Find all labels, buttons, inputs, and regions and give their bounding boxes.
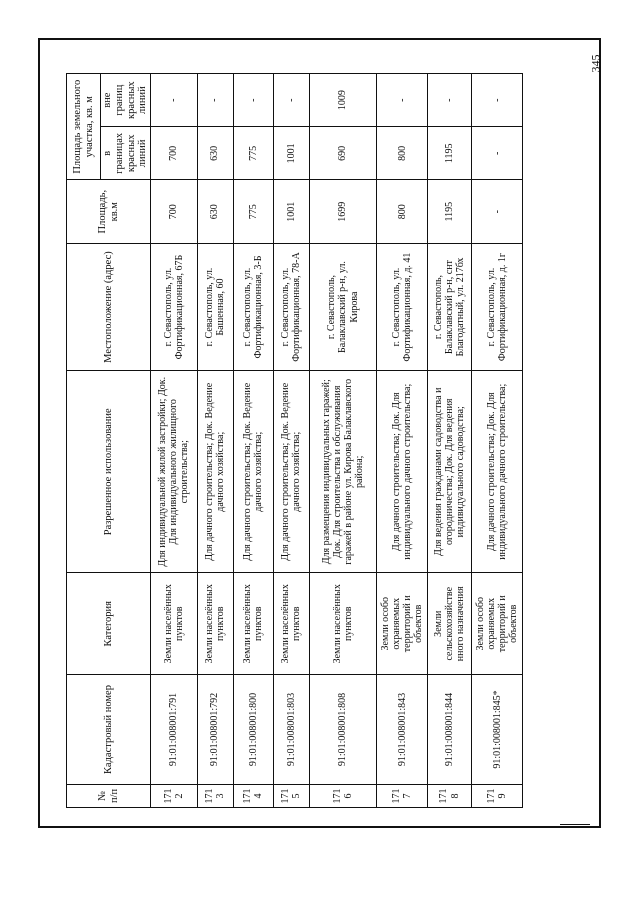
cell-cadastral: 91:01:008001:803 [273, 675, 309, 785]
cell-num: 171 9 [472, 784, 523, 807]
cell-use: Для дачного строительства; Док. Ведение дачного хозяйства; [273, 371, 309, 573]
cell-out-red: - [273, 74, 309, 127]
cell-cadastral: 91:01:008001:791 [151, 675, 198, 785]
cell-out-red: 1009 [309, 74, 377, 127]
cell-area: 700 [151, 180, 198, 244]
table-row [197, 74, 233, 808]
cell-cadastral: 91:01:008001:792 [197, 675, 233, 785]
cell-num: 171 3 [197, 784, 233, 807]
table-row [309, 74, 377, 808]
cell-cadastral: 91:01:008001:844 [427, 675, 471, 785]
header-cadastral: Кадастровый номер [67, 675, 151, 785]
land-plots-table [66, 73, 523, 808]
page-number: 345 [588, 54, 603, 72]
table-row [427, 74, 471, 808]
cell-in-red: 700 [151, 127, 198, 180]
cell-area: 630 [197, 180, 233, 244]
cell-in-red: 800 [377, 127, 428, 180]
table-row [233, 74, 273, 808]
cell-location: г. Севастополь, ул. Фортификационная, д. 41 [377, 243, 428, 370]
header-category: Категория [67, 573, 151, 675]
cell-use: Для индивидуальной жилой застройки; Док. Для индивидуального жилищного строительства; [151, 371, 198, 573]
header-use: Разрешенное использование [67, 371, 151, 573]
table-row [377, 74, 428, 808]
table-row [273, 74, 309, 808]
cell-in-red: 1195 [427, 127, 471, 180]
cell-out-red: - [427, 74, 471, 127]
cell-out-red: - [377, 74, 428, 127]
header-num: № п/п [67, 784, 151, 807]
cell-location: г. Севастополь, ул. Башенная, 60 [197, 243, 233, 370]
cell-in-red: 630 [197, 127, 233, 180]
cell-in-red: 690 [309, 127, 377, 180]
cell-category: Земли особо охраняемых территорий и объектов [472, 573, 523, 675]
cell-cadastral: 91:01:008001:808 [309, 675, 377, 785]
cell-use: Для дачного строительства; Док. Для индивидуального дачного строительства; [377, 371, 428, 573]
cell-location: г. Севастополь, Балаклавский р-н, ул. Кирова [309, 243, 377, 370]
footer-line [560, 824, 590, 825]
cell-area: 1001 [273, 180, 309, 244]
cell-category: Земли населённых пунктов [273, 573, 309, 675]
cell-use: Для дачного строительства; Док. Ведение дачного хозяйства; [233, 371, 273, 573]
cell-out-red: - [233, 74, 273, 127]
cell-use: Для дачного строительства; Док. Ведение дачного хозяйства; [197, 371, 233, 573]
cell-area: - [472, 180, 523, 244]
cell-category: Земли населённых пунктов [197, 573, 233, 675]
header-in-red: в границах красных линий [101, 127, 151, 180]
cell-category: Земли сельскохозяйстве нного назначения [427, 573, 471, 675]
cell-num: 171 8 [427, 784, 471, 807]
cell-category: Земли особо охраняемых территорий и объектов [377, 573, 428, 675]
table-row [472, 74, 523, 808]
cell-category: Земли населённых пунктов [233, 573, 273, 675]
cell-cadastral: 91:01:008001:800 [233, 675, 273, 785]
rotated-table-wrapper [66, 73, 523, 808]
header-land-area: Площадь земельного участка, кв. м [67, 74, 101, 180]
cell-use: Для ведения гражданами садоводства и огородничества; Док. Для ведения индивидуального садоводства; [427, 371, 471, 573]
header-location: Местоположение (адрес) [67, 243, 151, 370]
cell-in-red: 1001 [273, 127, 309, 180]
cell-num: 171 5 [273, 784, 309, 807]
cell-location: г. Севастополь, ул. Фортификационная, д. 1г [472, 243, 523, 370]
cell-num: 171 7 [377, 784, 428, 807]
cell-location: г. Севастополь, ул. Фортификационная, 78-А [273, 243, 309, 370]
cell-in-red: - [472, 127, 523, 180]
cell-area: 1195 [427, 180, 471, 244]
cell-cadastral: 91:01:008001:845* [472, 675, 523, 785]
cell-category: Земли населённых пунктов [151, 573, 198, 675]
header-area: Площадь, кв.м [67, 180, 151, 244]
table-row [151, 74, 198, 808]
cell-area: 800 [377, 180, 428, 244]
cell-in-red: 775 [233, 127, 273, 180]
cell-location: г. Севастополь, ул. Фортификационная, 3-Б [233, 243, 273, 370]
cell-use: Для дачного строительства; Док. Для индивидуального дачного строительства; [472, 371, 523, 573]
cell-category: Земли населённых пунктов [309, 573, 377, 675]
cell-num: 171 6 [309, 784, 377, 807]
cell-location: г. Севастополь, ул. Фортификационная, 67Б [151, 243, 198, 370]
cell-cadastral: 91:01:008001:843 [377, 675, 428, 785]
cell-location: г. Севастополь, Балаклавский р-н, снт Благодатный, ул. 217бх [427, 243, 471, 370]
cell-area: 775 [233, 180, 273, 244]
cell-num: 171 4 [233, 784, 273, 807]
header-out-red: вне границ красных линий [101, 74, 151, 127]
cell-num: 171 2 [151, 784, 198, 807]
cell-use: Для размещения индивидуальных гаражей; Док. Для строительства и обслуживания гаражей в районе ул. Кирова Балаклавского района; [309, 371, 377, 573]
cell-out-red: - [197, 74, 233, 127]
cell-area: 1699 [309, 180, 377, 244]
cell-out-red: - [472, 74, 523, 127]
cell-out-red: - [151, 74, 198, 127]
